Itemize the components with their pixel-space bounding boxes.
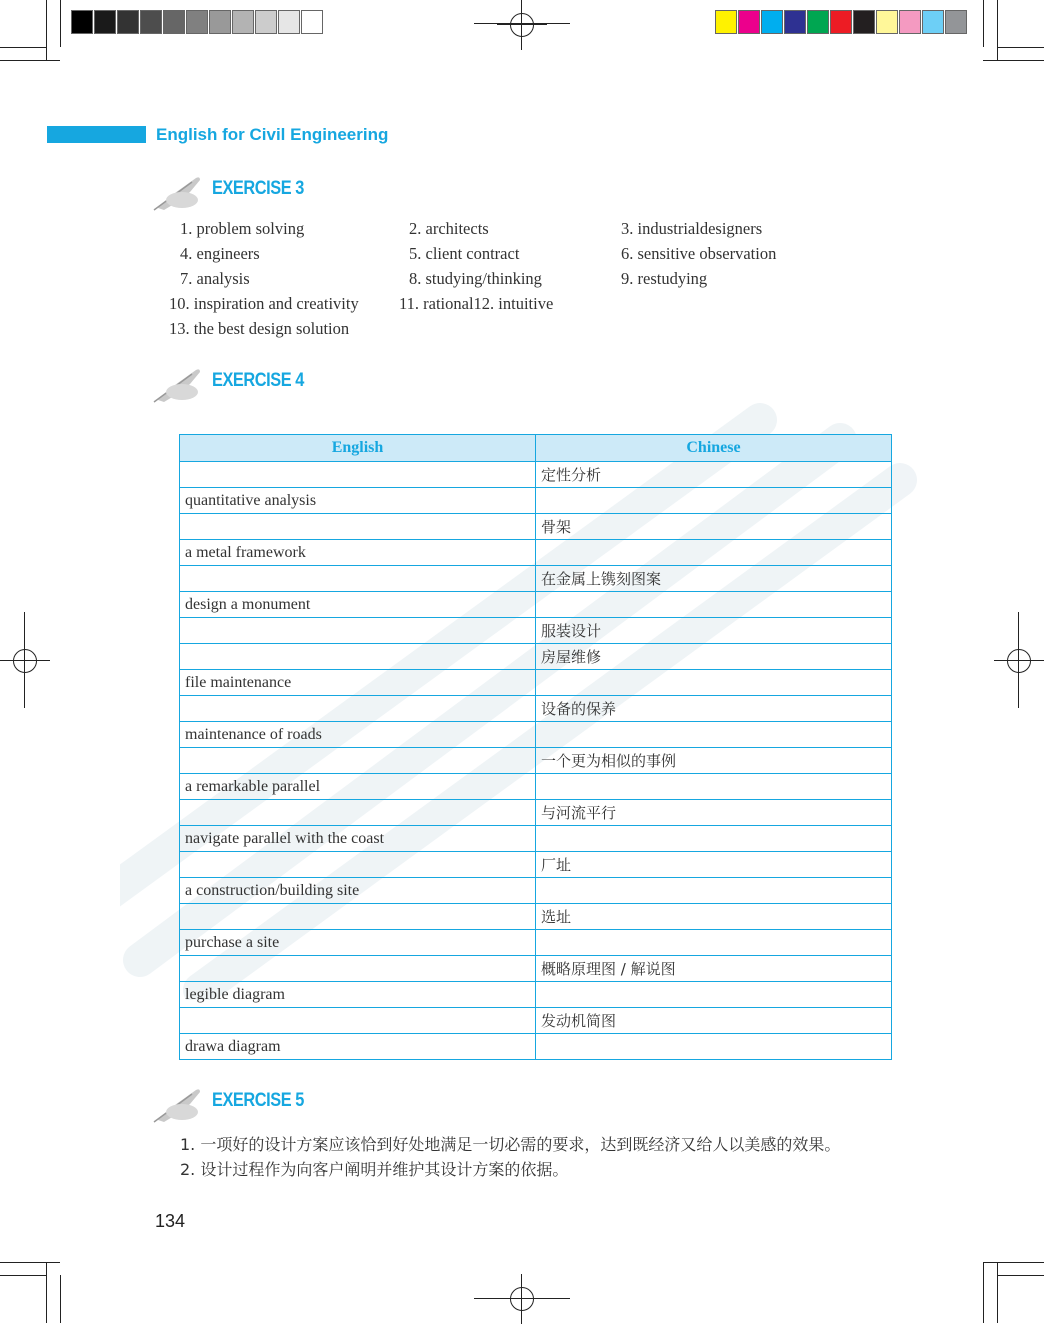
gray-swatch: [163, 10, 185, 34]
crop-mark: [0, 1262, 60, 1263]
gray-swatch-bar: [71, 10, 324, 34]
ex5-item: 2. 设计过程作为向客户阐明并维护其设计方案的依据。: [180, 1160, 569, 1179]
crop-mark: [997, 1262, 998, 1323]
registration-mark-icon: [497, 0, 547, 50]
chinese-cell: 设备的保养: [536, 696, 892, 722]
color-swatch: [853, 10, 875, 34]
crop-mark: [60, 0, 61, 47]
chinese-cell: 在金属上镌刻图案: [536, 566, 892, 592]
english-cell: drawa diagram: [180, 1034, 536, 1060]
chinese-cell: 发动机简图: [536, 1008, 892, 1034]
crop-mark: [997, 47, 1044, 48]
english-cell: [180, 852, 536, 878]
table-row: [180, 774, 892, 800]
chinese-cell: 与河流平行: [536, 800, 892, 826]
chinese-cell: [536, 826, 892, 852]
ex3-item: 2. architects: [409, 219, 489, 238]
chinese-cell: [536, 488, 892, 514]
color-swatch-bar: [715, 10, 968, 34]
english-cell: [180, 462, 536, 488]
exercise-5-title: EXERCISE 5: [212, 1090, 304, 1111]
english-cell: [180, 1008, 536, 1034]
ex3-item: 1. problem solving: [180, 219, 305, 238]
english-cell: legible diagram: [180, 982, 536, 1008]
ex3-item: 11. rational12. intuitive: [399, 294, 554, 313]
registration-mark-icon: [497, 1274, 547, 1324]
ex3-item: 10. inspiration and creativity: [169, 294, 359, 313]
crop-mark: [983, 0, 984, 47]
english-cell: a construction/building site: [180, 878, 536, 904]
chinese-cell: [536, 540, 892, 566]
table-row: [180, 514, 892, 540]
table-row: [180, 670, 892, 696]
crop-mark: [60, 1275, 61, 1323]
gray-swatch: [209, 10, 231, 34]
table-row: [180, 592, 892, 618]
chinese-cell: 选址: [536, 904, 892, 930]
gray-swatch: [71, 10, 93, 34]
exercise-5-heading: [152, 1082, 452, 1126]
chinese-cell: 一个更为相似的事例: [536, 748, 892, 774]
table-row: [180, 566, 892, 592]
crop-mark: [0, 1275, 46, 1276]
crop-mark: [997, 1275, 1044, 1276]
color-swatch: [738, 10, 760, 34]
crop-mark: [983, 60, 1044, 61]
table-row: [180, 982, 892, 1008]
english-cell: navigate parallel with the coast: [180, 826, 536, 852]
column-header-english: English: [180, 435, 536, 462]
english-cell: design a monument: [180, 592, 536, 618]
gray-swatch: [186, 10, 208, 34]
gray-swatch: [301, 10, 323, 34]
english-cell: [180, 904, 536, 930]
color-swatch: [715, 10, 737, 34]
crop-mark: [983, 1262, 1044, 1263]
chinese-cell: 骨架: [536, 514, 892, 540]
color-swatch: [761, 10, 783, 34]
english-cell: [180, 956, 536, 982]
table-body: [180, 462, 892, 1060]
exercise-4-heading: [152, 362, 452, 406]
chinese-cell: 房屋维修: [536, 644, 892, 670]
chinese-cell: 厂址: [536, 852, 892, 878]
chinese-cell: [536, 722, 892, 748]
pencil-icon: [152, 170, 206, 214]
color-swatch: [899, 10, 921, 34]
gray-swatch: [278, 10, 300, 34]
gray-swatch: [140, 10, 162, 34]
chinese-cell: [536, 670, 892, 696]
exercise-3-title: EXERCISE 3: [212, 178, 304, 199]
table-row: [180, 696, 892, 722]
table-row: [180, 852, 892, 878]
registration-mark-icon: [994, 636, 1044, 686]
table-row: [180, 462, 892, 488]
gray-swatch: [255, 10, 277, 34]
chinese-cell: [536, 878, 892, 904]
chinese-cell: 概略原理图 / 解说图: [536, 956, 892, 982]
ex5-item: 1. 一项好的设计方案应该恰到好处地满足一切必需的要求，达到既经济又给人以美感的效果。: [180, 1135, 841, 1154]
english-cell: file maintenance: [180, 670, 536, 696]
ex3-item: 9. restudying: [621, 269, 708, 288]
crop-mark: [983, 1262, 984, 1323]
crop-mark: [474, 1298, 570, 1299]
english-cell: maintenance of roads: [180, 722, 536, 748]
english-cell: purchase a site: [180, 930, 536, 956]
table-row: [180, 956, 892, 982]
color-swatch: [876, 10, 898, 34]
crop-mark: [997, 0, 998, 60]
table-row: [180, 800, 892, 826]
registration-mark-icon: [0, 636, 50, 686]
color-swatch: [830, 10, 852, 34]
pencil-icon: [152, 1082, 206, 1126]
english-cell: a remarkable parallel: [180, 774, 536, 800]
exercise-4-title: EXERCISE 4: [212, 370, 304, 391]
table-header-row: [180, 435, 892, 462]
ex3-item: 3. industrialdesigners: [621, 219, 763, 238]
gray-swatch: [94, 10, 116, 34]
table-row: [180, 748, 892, 774]
chinese-cell: 服装设计: [536, 618, 892, 644]
chinese-cell: [536, 930, 892, 956]
color-swatch: [922, 10, 944, 34]
chinese-cell: [536, 1034, 892, 1060]
ex3-item: 13. the best design solution: [169, 319, 350, 338]
crop-mark: [46, 0, 47, 60]
english-cell: a metal framework: [180, 540, 536, 566]
chinese-cell: 定性分析: [536, 462, 892, 488]
pencil-icon: [152, 362, 206, 406]
chinese-cell: [536, 774, 892, 800]
color-swatch: [784, 10, 806, 34]
crop-mark: [0, 60, 60, 61]
exercise-3-heading: [152, 170, 452, 214]
table-row: [180, 644, 892, 670]
ex3-item: 5. client contract: [409, 244, 520, 263]
table-row: [180, 488, 892, 514]
table-row: [180, 540, 892, 566]
english-cell: [180, 696, 536, 722]
crop-mark: [24, 612, 25, 708]
table-row: [180, 878, 892, 904]
english-cell: [180, 618, 536, 644]
gray-swatch: [232, 10, 254, 34]
english-cell: [180, 566, 536, 592]
crop-mark: [46, 1262, 47, 1323]
color-swatch: [945, 10, 967, 34]
page-number: 134: [155, 1211, 186, 1231]
english-cell: [180, 514, 536, 540]
column-header-chinese: Chinese: [536, 435, 892, 462]
ex3-item: 6. sensitive observation: [621, 244, 777, 263]
ex3-item: 4. engineers: [180, 244, 260, 263]
table-row: [180, 1034, 892, 1060]
vocabulary-table: [179, 434, 892, 1060]
ex3-item: 7. analysis: [180, 269, 250, 288]
english-cell: [180, 748, 536, 774]
color-swatch: [807, 10, 829, 34]
running-header-title: English for Civil Engineering: [156, 125, 389, 144]
crop-mark: [0, 47, 46, 48]
english-cell: [180, 800, 536, 826]
english-cell: [180, 644, 536, 670]
table-row: [180, 1008, 892, 1034]
ex3-item: 8. studying/thinking: [409, 269, 542, 288]
english-cell: quantitative analysis: [180, 488, 536, 514]
crop-mark: [1018, 612, 1019, 708]
chinese-cell: [536, 982, 892, 1008]
table-row: [180, 904, 892, 930]
crop-mark: [474, 23, 570, 24]
table-row: [180, 930, 892, 956]
chinese-cell: [536, 592, 892, 618]
header-accent-bar: [47, 126, 146, 143]
table-row: [180, 826, 892, 852]
table-row: [180, 618, 892, 644]
gray-swatch: [117, 10, 139, 34]
table-row: [180, 722, 892, 748]
